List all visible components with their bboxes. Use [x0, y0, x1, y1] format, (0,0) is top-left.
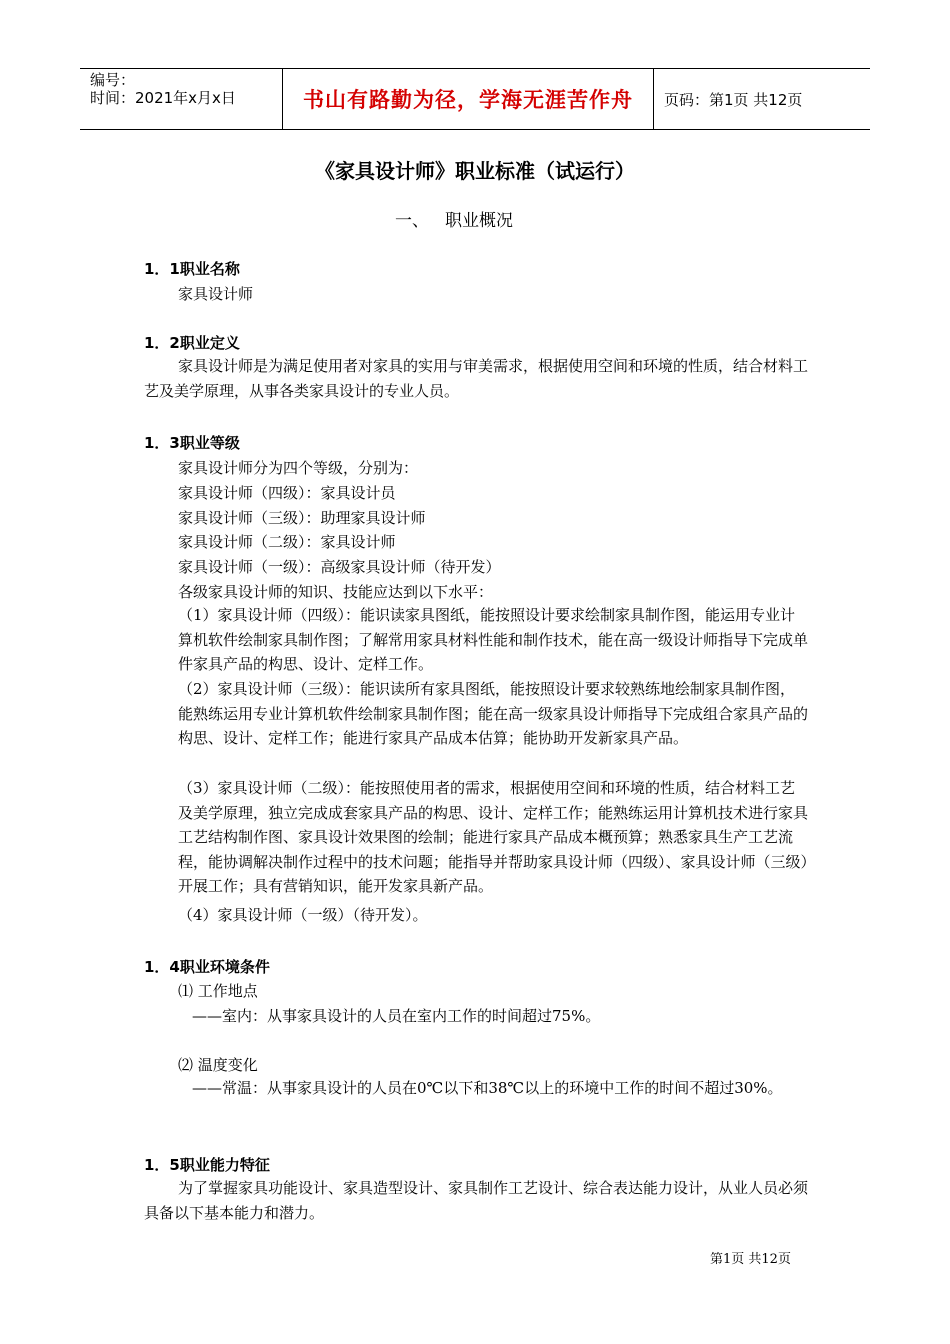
workplace-text: ——室内：从事家具设计的人员在室内工作的时间超过75%。 — [192, 1007, 601, 1025]
page-header — [80, 68, 870, 130]
document-date: 时间：2021年x月x日 — [90, 89, 236, 107]
grade-paragraph-3: （3）家具设计师（二级）：能按照使用者的需求，根据使用空间和环境的性质，结合材料工艺及美学原理，独立完成成套家具产品的构思、设计、定样工作；能熟练运用计算机技术进行家具工艺结构制作图、家具设计效果图的绘制；能进行家具产品成本概预算；熟悉家具生产工艺流程，能协调解决制作过程中的技术问题；能指导并帮助家具设计师（四级）、家具设计师（三级）开展工作；具有营销知识，能开发家具新产品。 — [178, 779, 809, 896]
header-motto: 书山有路勤为径，学海无涯苦作舟 — [282, 69, 654, 129]
grade-paragraph-1-text: （1）家具设计师（四级）：能识读家具图纸，能按照设计要求绘制家具制作图，能运用专业计算机软件绘制家具制作图；了解常用家具材料性能和制作技术，能在高一级设计师指导下完成单件家具产品的构思、设计、定样工作。 — [178, 606, 809, 674]
grade-line: 家具设计师（四级）：家具设计员 — [178, 484, 396, 502]
document-number: 编号： — [90, 71, 136, 89]
heading-1-5: 1．5职业能力特征 — [144, 1156, 270, 1174]
heading-1-2: 1．2职业定义 — [144, 334, 240, 352]
section-heading — [395, 206, 513, 231]
subheading-temperature: ⑵ 温度变化 — [178, 1056, 258, 1074]
heading-1-3: 1．3职业等级 — [144, 434, 240, 452]
grade-line: 家具设计师（一级）：高级家具设计师（待开发） — [178, 558, 501, 576]
temperature-text: ——常温：从事家具设计的人员在0℃以下和38℃以上的环境中工作的时间不超过30%。 — [192, 1079, 783, 1097]
subheading-workplace: ⑴ 工作地点 — [178, 982, 258, 1000]
grade-line: 家具设计师（三级）：助理家具设计师 — [178, 509, 426, 527]
heading-1-4: 1．4职业环境条件 — [144, 958, 270, 976]
grade-line: 各级家具设计师的知识、技能应达到以下水平： — [178, 583, 494, 601]
occupation-definition: 家具设计师是为满足使用者对家具的实用与审美需求，根据使用空间和环境的性质，结合材料工艺及美学原理，从事各类家具设计的专业人员。 — [144, 357, 809, 400]
grade-paragraph-4: （4）家具设计师（一级）（待开发）。 — [178, 906, 428, 924]
section-number: 一、 — [395, 211, 429, 231]
section-title: 职业概况 — [445, 211, 513, 231]
ability-text: 为了掌握家具功能设计、家具造型设计、家具制作工艺设计、综合表达能力设计，从业人员必须具备以下基本能力和潜力。 — [144, 1179, 809, 1222]
grade-paragraph-1 — [178, 603, 810, 677]
grade-line: 家具设计师分为四个等级，分别为： — [178, 459, 419, 477]
page-footer: 第1页 共12页 — [710, 1252, 791, 1267]
grade-paragraph-2: （2）家具设计师（三级）：能识读所有家具图纸，能按照设计要求较熟练地绘制家具制作图，能熟练运用专业计算机软件绘制家具制作图；能在高一级家具设计师指导下完成组合家具产品的构思、设计、定样工作；能进行家具产品成本估算；能协助开发新家具产品。 — [178, 680, 809, 748]
occupation-name: 家具设计师 — [178, 285, 254, 303]
document-title: 《家具设计师》职业标准（试运行） — [315, 159, 635, 183]
header-meta — [80, 69, 282, 129]
heading-1-1: 1．1职业名称 — [144, 260, 240, 278]
grade-line: 家具设计师（二级）：家具设计师 — [178, 533, 396, 551]
header-page-info: 页码：第1页 共12页 — [664, 90, 803, 109]
